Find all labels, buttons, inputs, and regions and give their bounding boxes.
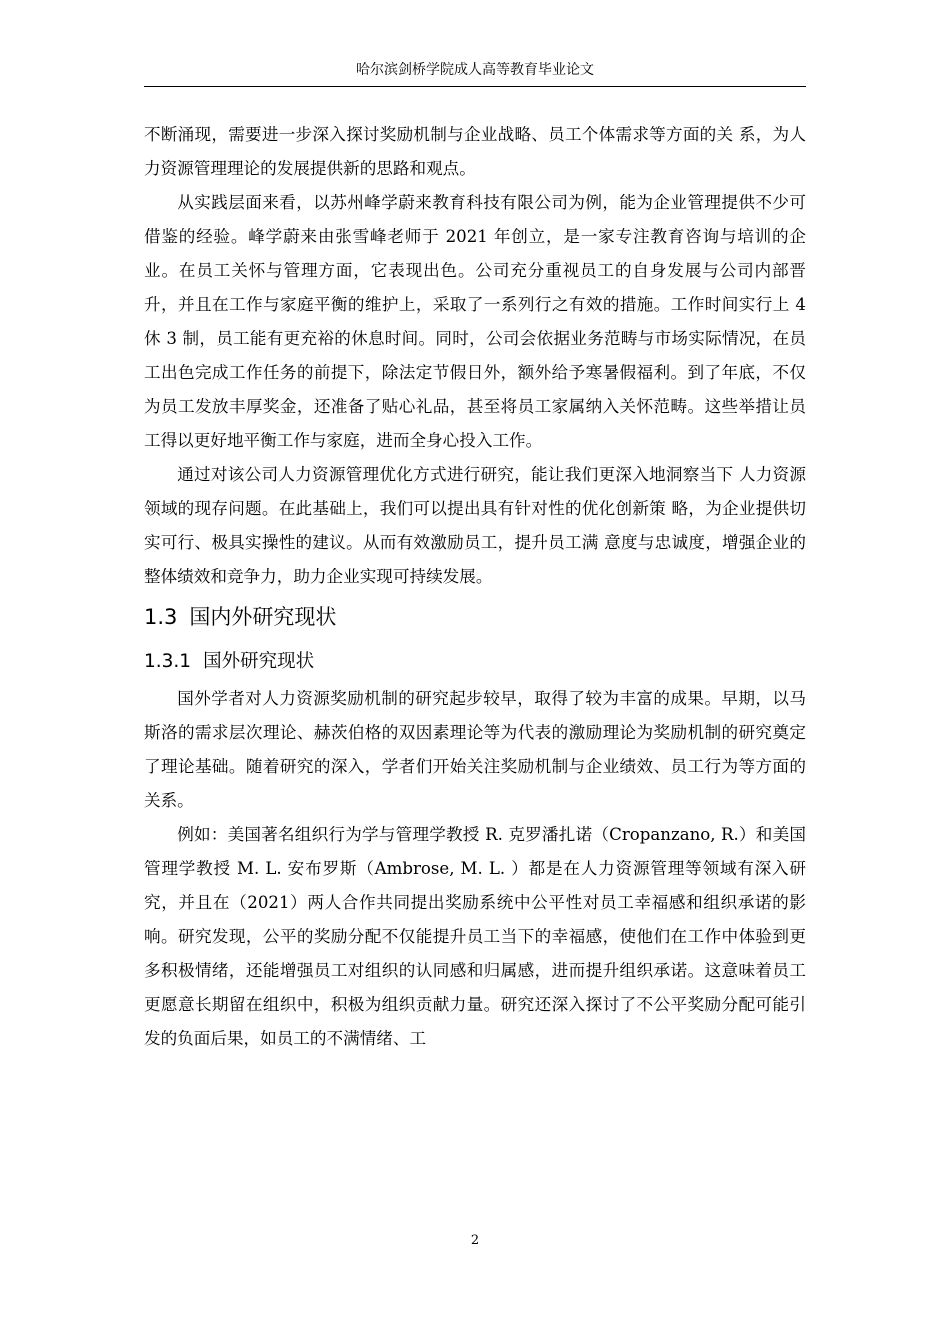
header-rule — [144, 86, 806, 87]
page-number: 2 — [470, 1233, 480, 1248]
paragraph-1: 不断涌现，需要进一步深入探讨奖励机制与企业战略、员工个体需求等方面的关 系，为人力资源管理理论的发展提供新的思路和观点。 — [144, 125, 806, 178]
section-number: 1.3 — [144, 605, 178, 629]
subsection-number: 1.3.1 — [144, 651, 192, 672]
running-header: 哈尔滨剑桥学院成人高等教育毕业论文 — [356, 62, 594, 78]
body-text — [144, 118, 806, 1056]
subsection-title: 国外研究现状 — [203, 651, 315, 672]
section-title: 国内外研究现状 — [189, 605, 337, 629]
paragraph-4: 国外学者对人力资源奖励机制的研究起步较早，取得了较为丰富的成果。早期，以马斯洛的需求层次理论、赫茨伯格的双因素理论等为代表的激励理论为奖励机制的研究奠定了理论基础。随着研究的深入，学者们开始关注奖励机制与企业绩效、员工行为等方面的关系。 — [144, 689, 806, 810]
paragraph-5: 例如：美国著名组织行为学与管理学教授 R. 克罗潘扎诺（Cropanzano, R.）和美国管理学教授 M. L. 安布罗斯（Ambrose, M. L. ）都是在人力资源管理等领域有深入研究，并且在（2021）两人合作共同提出奖励系统中公平性对员工幸福感和组织承诺的影响。研究发现，公平的奖励分配不仅能提升员工当下的幸福感，使他们在工作中体验到更多积极情绪，还能增强员工对组织的认同感和归属感，进而提升组织承诺。这意味着员工更愿意长期留在组织中，积极为组织贡献力量。研究还深入探讨了不公平奖励分配可能引发的负面后果，如员工的不满情绪、工 — [144, 825, 806, 1048]
paragraph-3: 通过对该公司人力资源管理优化方式进行研究，能让我们更深入地洞察当下 人力资源领域的现存问题。在此基础上，我们可以提出具有针对性的优化创新策 略，为企业提供切实可行、极具实操性的建议。从而有效激励员工，提升员工满 意度与忠诚度，增强企业的整体绩效和竞争力，助力企业实现可持续发展。 — [144, 465, 806, 586]
paragraph-2: 从实践层面来看，以苏州峰学蔚来教育科技有限公司为例，能为企业管理提供不少可借鉴的经验。峰学蔚来由张雪峰老师于 2021 年创立，是一家专注教育咨询与培训的企业。在员工关怀与管理方面，它表现出色。公司充分重视员工的自身发展与公司内部晋升，并且在工作与家庭平衡的维护上，采取了一系列行之有效的措施。工作时间实行上 4 休 3 制，员工能有更充裕的休息时间。同时，公司会依据业务范畴与市场实际情况，在员工出色完成工作任务的前提下，除法定节假日外，额外给予寒暑假福利。到了年底，不仅为员工发放丰厚奖金，还准备了贴心礼品，甚至将员工家属纳入关怀范畴。这些举措让员工得以更好地平衡工作与家庭，进而全身心投入工作。 — [144, 193, 806, 450]
subsection-heading-1-3-1 — [144, 642, 806, 682]
section-heading-1-3 — [144, 596, 806, 638]
